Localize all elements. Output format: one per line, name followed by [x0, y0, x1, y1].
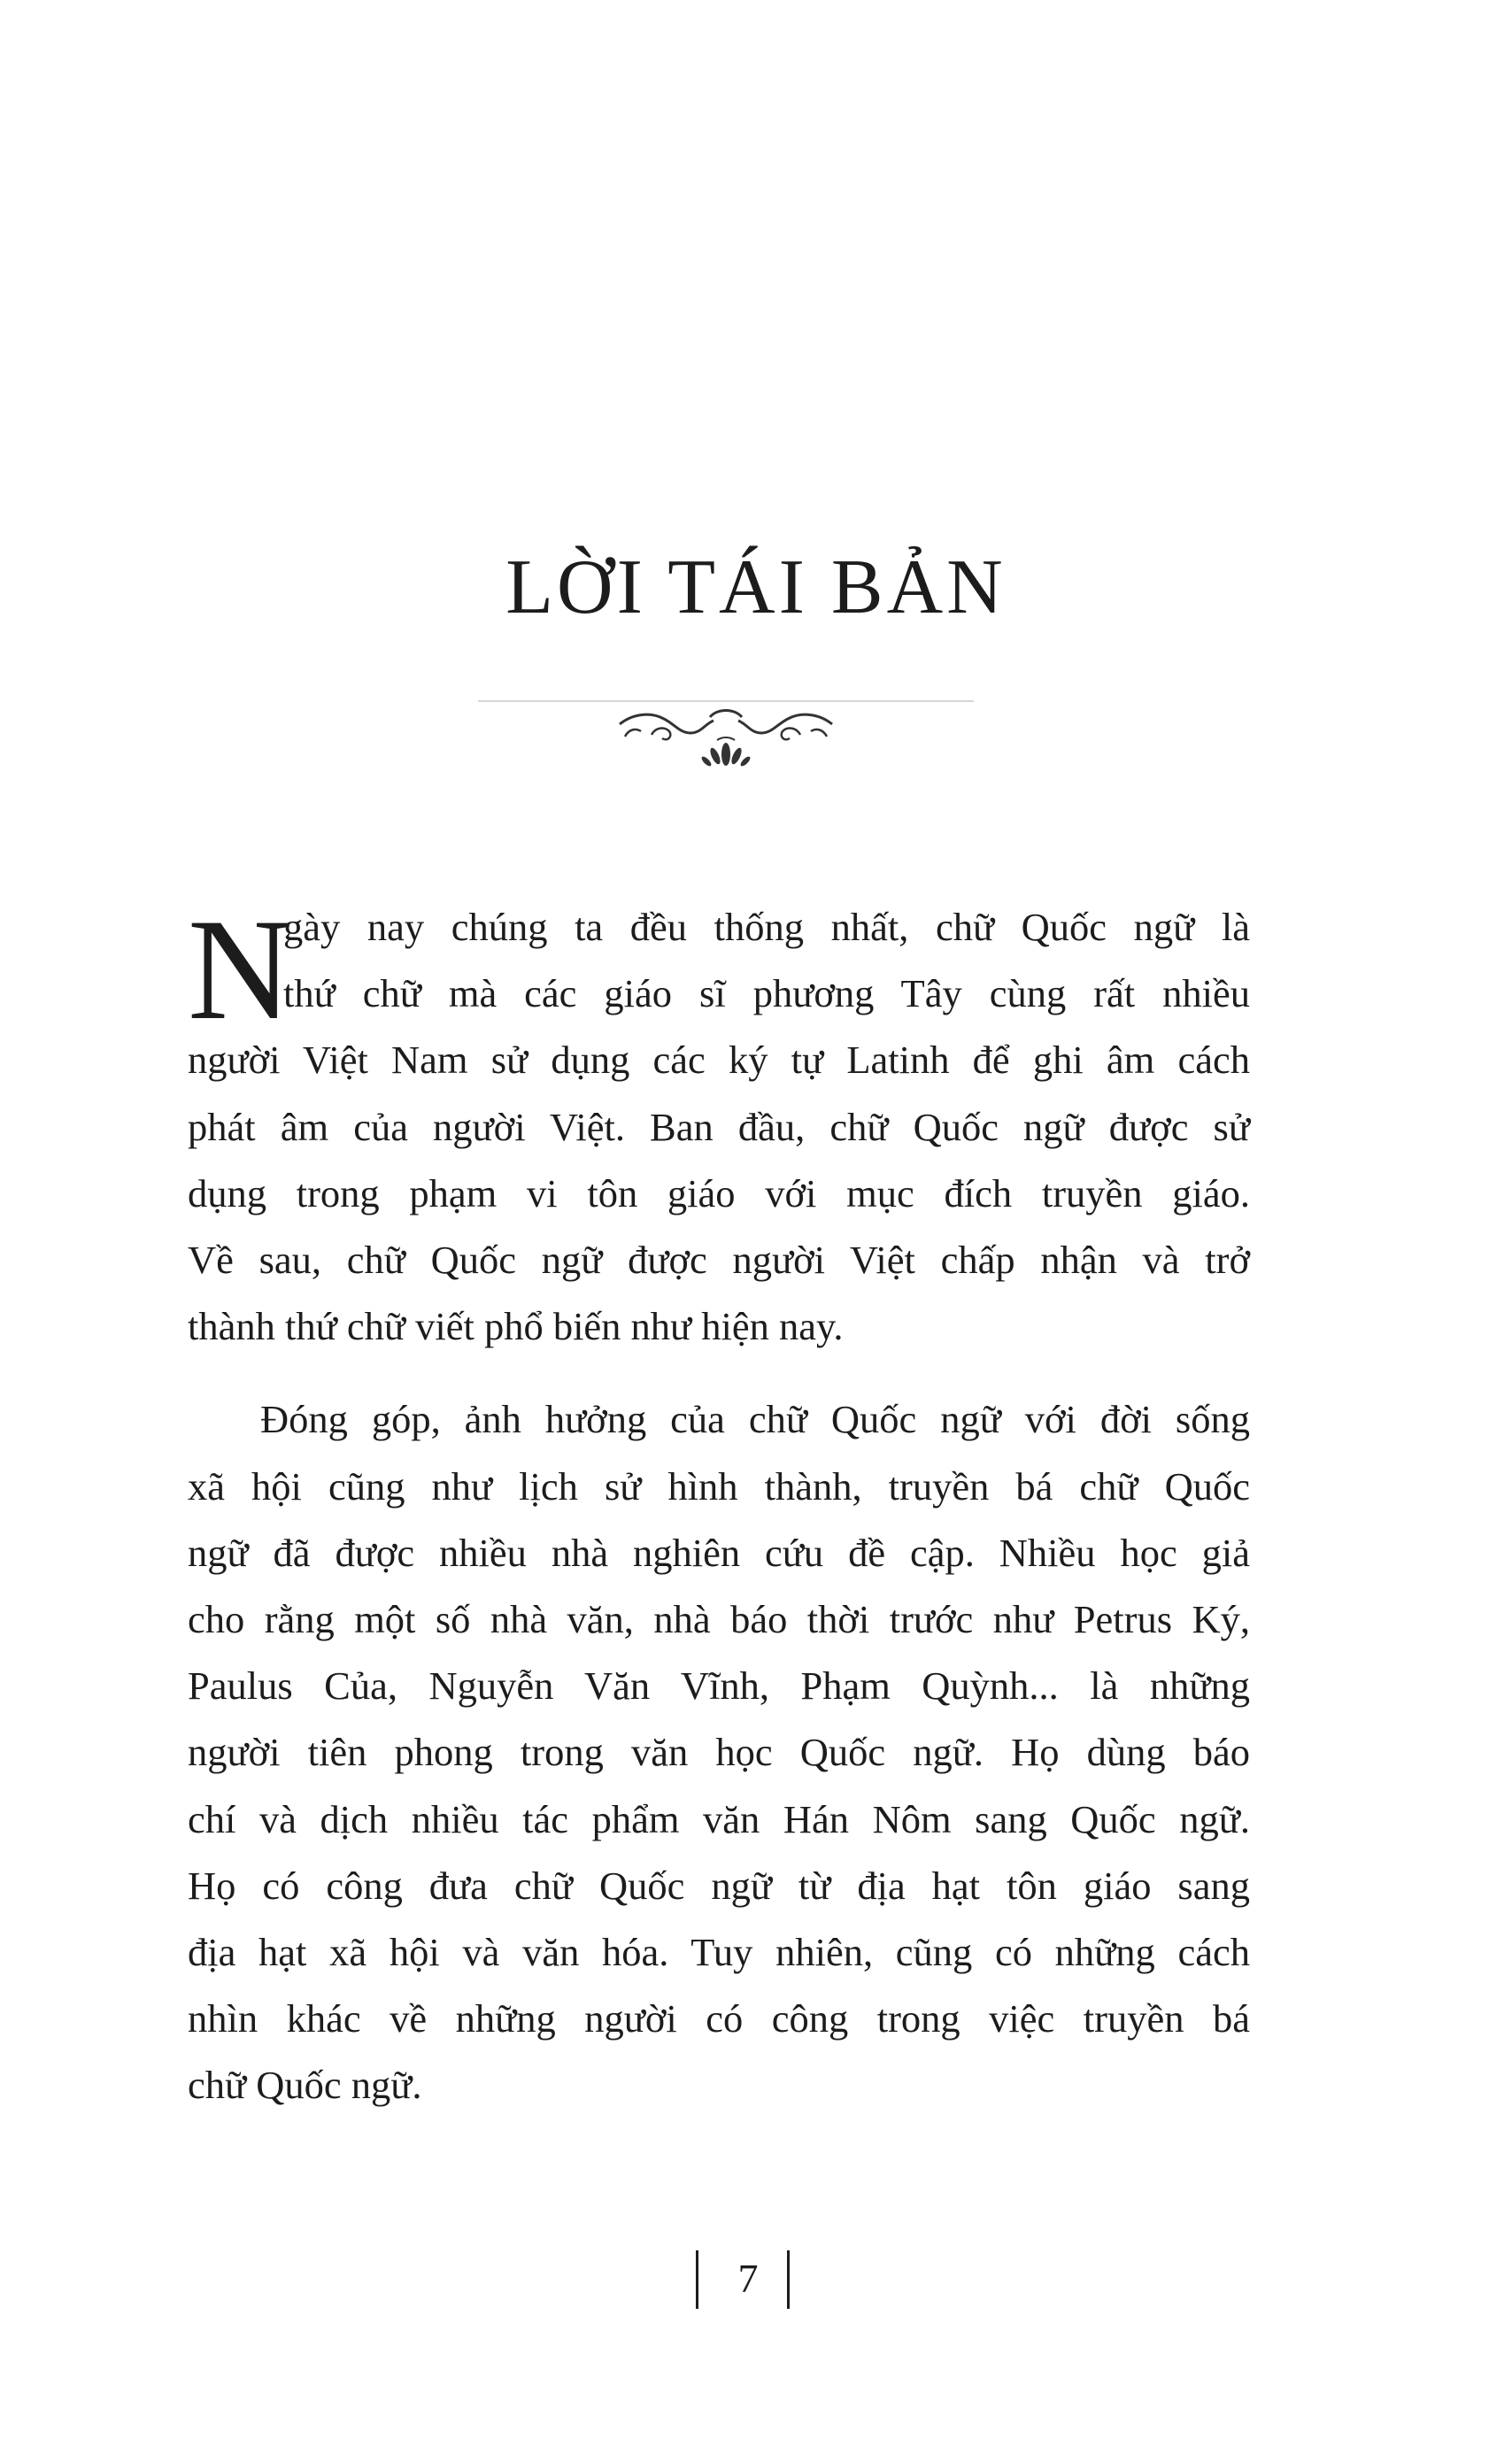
page-number-value: 7: [737, 2256, 759, 2301]
paragraph-2: [188, 1386, 1250, 2118]
paragraph-1: [188, 890, 1250, 1360]
floral-divider-icon: [478, 682, 974, 779]
text-line: cho rằng một số nhà văn, nhà báo thời trước như Petrus Ký,: [188, 1597, 1250, 1642]
page-number-left-rule: [696, 2250, 698, 2309]
text-line: Họ có công đưa chữ Quốc ngữ từ địa hạt tôn giáo sang: [188, 1863, 1250, 1908]
text-line: thành thứ chữ viết phổ biến như hiện nay.: [188, 1304, 844, 1349]
text-line: Về sau, chữ Quốc ngữ được người Việt chấp nhận và trở: [188, 1238, 1250, 1283]
text-line: chữ Quốc ngữ.: [188, 2063, 422, 2108]
text-line: địa hạt xã hội và văn hóa. Tuy nhiên, cũng có những cách: [188, 1930, 1250, 1975]
page-number-right-rule: [787, 2250, 790, 2309]
text-line: gày nay chúng ta đều thống nhất, chữ Quốc ngữ là: [283, 905, 1250, 949]
text-line: xã hội cũng như lịch sử hình thành, truyền bá chữ Quốc: [188, 1463, 1250, 1509]
text-line: người tiên phong trong văn học Quốc ngữ. Họ dùng báo: [188, 1730, 1250, 1775]
body-text: [188, 890, 1250, 2119]
text-line: nhìn khác về những người có công trong việc truyền bá: [188, 1996, 1250, 2041]
text-line: thứ chữ mà các giáo sĩ phương Tây cùng rất nhiều: [283, 971, 1250, 1016]
page-title: LỜI TÁI BẢN: [505, 544, 1007, 630]
page-number: [690, 2245, 814, 2312]
drop-cap: N: [188, 890, 293, 1050]
text-line: phát âm của người Việt. Ban đầu, chữ Quốc ngữ được sử: [188, 1104, 1250, 1149]
text-line: chí và dịch nhiều tác phẩm văn Hán Nôm sang Quốc ngữ.: [188, 1796, 1250, 1841]
text-line: dụng trong phạm vi tôn giáo với mục đích truyền giáo.: [188, 1170, 1250, 1215]
text-line: Đóng góp, ảnh hưởng của chữ Quốc ngữ với đời sống: [260, 1397, 1250, 1442]
text-line: Paulus Của, Nguyễn Văn Vĩnh, Phạm Quỳnh... là những: [188, 1663, 1250, 1709]
text-line: người Việt Nam sử dụng các ký tự Latinh để ghi âm cách: [188, 1038, 1250, 1083]
text-line: ngữ đã được nhiều nhà nghiên cứu đề cập. Nhiều học giả: [188, 1530, 1250, 1575]
